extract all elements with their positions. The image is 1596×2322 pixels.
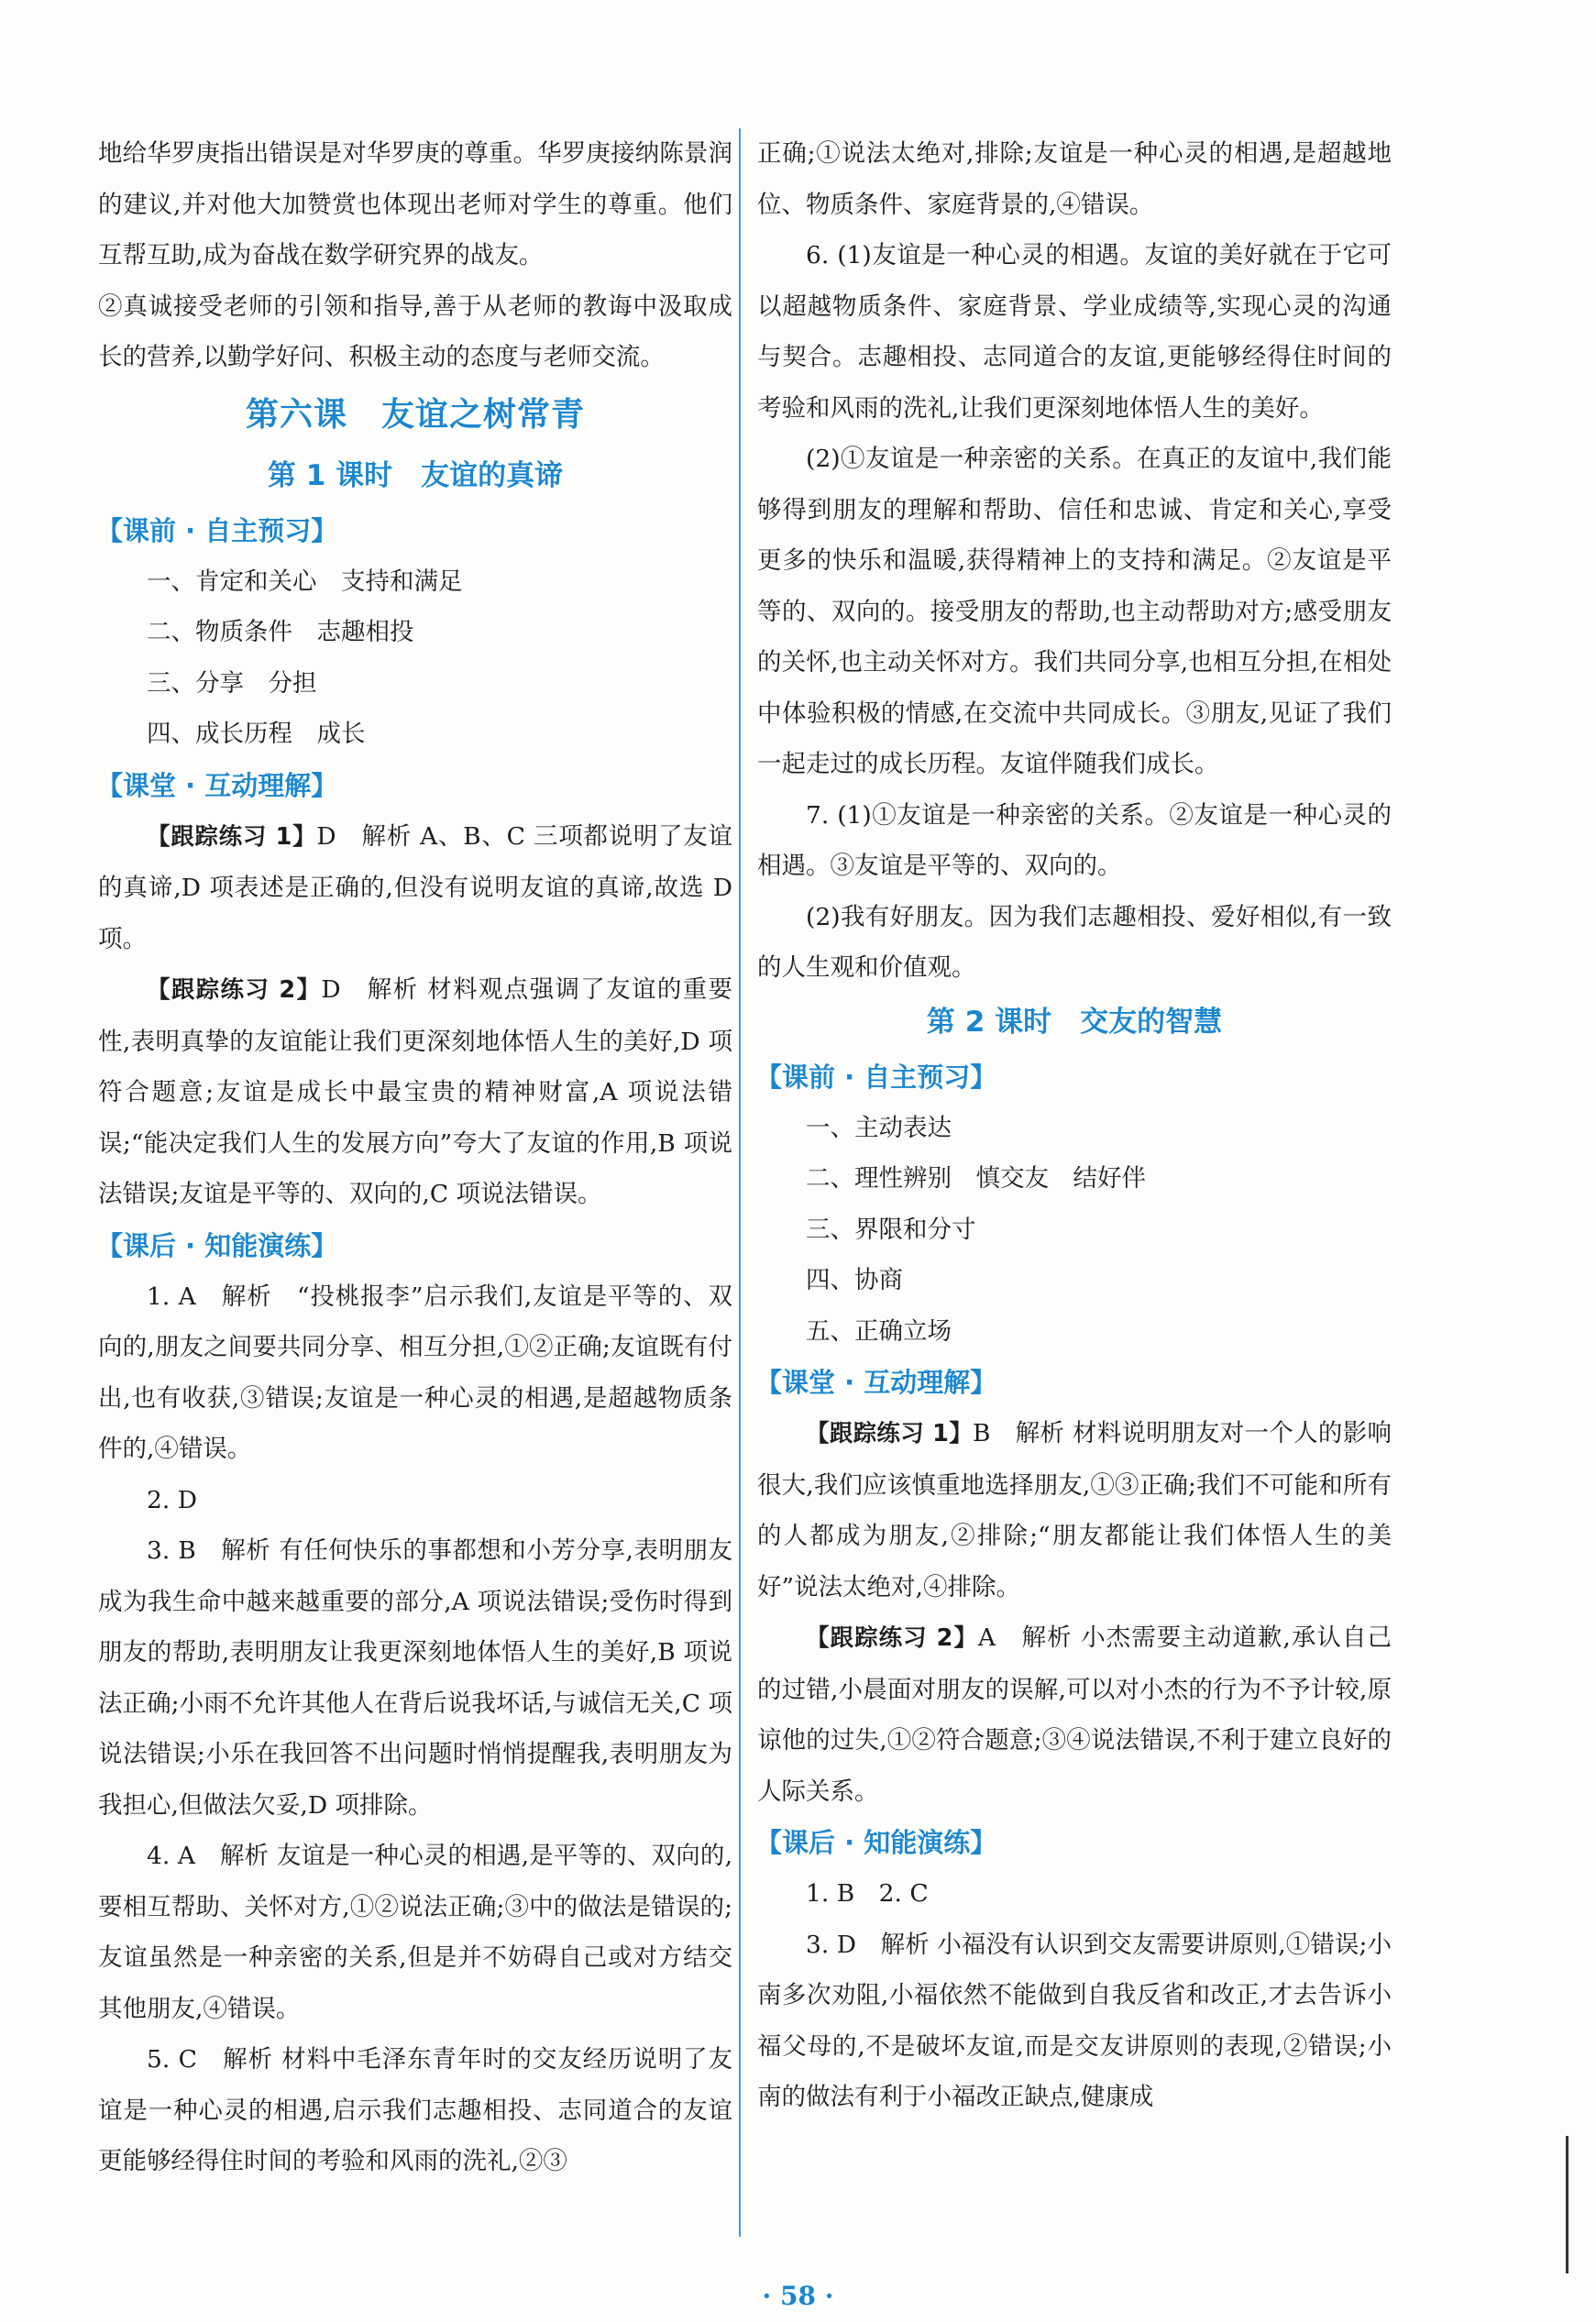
answer-5: 5. C 解析 材料中毛泽东青年时的交友经历说明了友谊是一种心灵的相遇,启示我们志趣相投、志同道合的友谊更能够经得住时间的考验和风雨的洗礼,②③ <box>98 2045 732 2175</box>
preview-item: 二、理性辨别 慎交友 结好伴 <box>806 1164 1146 1193</box>
period-title-2: 第 2 课时 交友的智慧 <box>926 1005 1223 1039</box>
answer-7-part-2: (2)我有好朋友。因为我们志趣相投、爱好相似,有一致的人生观和价值观。 <box>757 902 1392 982</box>
exercise-text: D 解析 材料观点强调了友谊的重要性,表明真挚的友谊能让我们更深刻地体悟人生的美好,D 项符合题意;友谊是成长中最宝贵的精神财富,A 项说法错误;“能决定我们人生的发展方向”夸大了友谊的作用,B 项说法错误;友谊是平等的、双向的,C 项说法错误。 <box>98 975 732 1208</box>
section-heading-after-class: 【课后 · 知能演练】 <box>755 1827 997 1858</box>
preview-item: 四、成长历程 成长 <box>147 720 366 748</box>
tracking-exercise-2 <box>98 964 732 1220</box>
period-title-1: 第 1 课时 友谊的真谛 <box>267 458 564 492</box>
preview-item: 一、肯定和关心 支持和满足 <box>147 567 463 596</box>
preview-item: 四、协商 <box>806 1266 903 1294</box>
lesson-title: 第六课 友谊之树常青 <box>245 395 585 434</box>
answer-1-2: 1. B 2. C <box>806 1879 929 1908</box>
preview-item: 二、物质条件 志趣相投 <box>147 618 414 646</box>
section-heading-preview: 【课前 · 自主预习】 <box>755 1061 997 1093</box>
answer-3: 3. B 解析 有任何快乐的事都想和小芳分享,表明朋友成为我生命中越来越重要的部分,A 项说法错误;受伤时得到朋友的帮助,表明朋友让我更深刻地体悟人生的美好,B 项说法正确;小雨不允许其他人在背后说我坏话,与诚信无关,C 项说法错误;小乐在我回答不出问题时悄悄提醒我,表明朋友为我担心,但做法欠妥,D 项排除。 <box>98 1536 732 1820</box>
column-divider <box>739 128 741 2237</box>
answer-6-part-1: 6. (1)友谊是一种心灵的相遇。友谊的美好就在于它可以超越物质条件、家庭背景、学业成绩等,实现心灵的沟通与契合。志趣相投、志同道合的友谊,更能够经得住时间的考验和风雨的洗礼,让我们更深刻地体悟人生的美好。 <box>757 241 1392 423</box>
answer-6-part-2: (2)①友谊是一种亲密的关系。在真正的友谊中,我们能够得到朋友的理解和帮助、信任和忠诚、肯定和关心,享受更多的快乐和温暖,获得精神上的支持和满足。②友谊是平等的、双向的。接受朋友的帮助,也主动帮助对方;感受朋友的关怀,也主动关怀对方。我们共同分享,也相互分担,在相处中体验积极的情感,在交流中共同成长。③朋友,见证了我们一起走过的成长历程。友谊伴随我们成长。 <box>757 445 1392 778</box>
left-column <box>98 128 732 2187</box>
tracking-exercise-1 <box>757 1408 1392 1612</box>
section-heading-classroom: 【课堂 · 互动理解】 <box>96 769 338 801</box>
page-number: · 58 · <box>762 2281 834 2311</box>
section-heading-after-class: 【课后 · 知能演练】 <box>96 1229 338 1261</box>
binding-edge-line <box>1566 2136 1568 2273</box>
answer-7-part-1: 7. (1)①友谊是一种亲密的关系。②友谊是一种心灵的相遇。③友谊是平等的、双向的。 <box>757 800 1392 880</box>
exercise-text: D 解析 A、B、C 三项都说明了友谊的真谛,D 项表述是正确的,但没有说明友谊的真谛,故选 D 项。 <box>98 821 733 953</box>
exercise-text: A 解析 小杰需要主动道歉,承认自己的过错,小晨面对朋友的误解,可以对小杰的行为不予计较,原谅他的过失,①②符合题意;③④说法错误,不利于建立良好的人际关系。 <box>757 1623 1392 1806</box>
tracking-exercise-2 <box>757 1612 1392 1817</box>
exercise-text: B 解析 材料说明朋友对一个人的影响很大,我们应该慎重地选择朋友,①③正确;我们不可能和所有的人都成为朋友,②排除;“朋友都能让我们体悟人生的美好”说法太绝对,④排除。 <box>757 1419 1392 1601</box>
right-column <box>757 128 1392 2123</box>
preview-item: 三、分享 分担 <box>147 668 317 698</box>
tracking-exercise-1 <box>98 811 732 965</box>
exercise-label: 【跟踪练习 2】 <box>806 1624 978 1652</box>
intro-paragraph-2: ②真诚接受老师的引领和指导,善于从老师的教诲中汲取成长的营养,以勤学好问、积极主动的态度与老师交流。 <box>98 292 732 371</box>
preview-item: 五、正确立场 <box>806 1316 952 1346</box>
intro-paragraph-1: 地给华罗庚指出错误是对华罗庚的尊重。华罗庚接纳陈景润的建议,并对他大加赞赏也体现出老师对学生的尊重。他们互帮互助,成为奋战在数学研究界的战友。 <box>98 139 732 270</box>
preview-item: 一、主动表达 <box>806 1113 952 1142</box>
exercise-label: 【跟踪练习 1】 <box>147 822 317 851</box>
section-heading-classroom: 【课堂 · 互动理解】 <box>755 1367 997 1398</box>
exercise-label: 【跟踪练习 1】 <box>806 1420 974 1447</box>
section-heading-preview: 【课前 · 自主预习】 <box>96 514 338 546</box>
answer-2: 2. D <box>147 1485 197 1514</box>
preview-item: 三、界限和分寸 <box>806 1215 976 1244</box>
answer-4: 4. A 解析 友谊是一种心灵的相遇,是平等的、双向的,要相互帮助、关怀对方,①②说法正确;③中的做法是错误的;友谊虽然是一种亲密的关系,但是并不妨碍自己或对方结交其他朋友,④错误。 <box>98 1842 732 2023</box>
answer-5-continued: 正确;①说法太绝对,排除;友谊是一种心灵的相遇,是超越地位、物质条件、家庭背景的,④错误。 <box>757 139 1392 219</box>
answer-3: 3. D 解析 小福没有认识到交友需要讲原则,①错误;小南多次劝阻,小福依然不能做到自我反省和改正,才去告诉小福父母的,不是破坏友谊,而是交友讲原则的表现,②错误;小南的做法有利于小福改正缺点,健康成 <box>757 1930 1392 2111</box>
exercise-label: 【跟踪练习 2】 <box>147 976 322 1004</box>
answer-1: 1. A 解析 “投桃报李”启示我们,友谊是平等的、双向的,朋友之间要共同分享、相互分担,①②正确;友谊既有付出,也有收获,③错误;友谊是一种心灵的相遇,是超越物质条件的,④错误。 <box>98 1282 732 1463</box>
